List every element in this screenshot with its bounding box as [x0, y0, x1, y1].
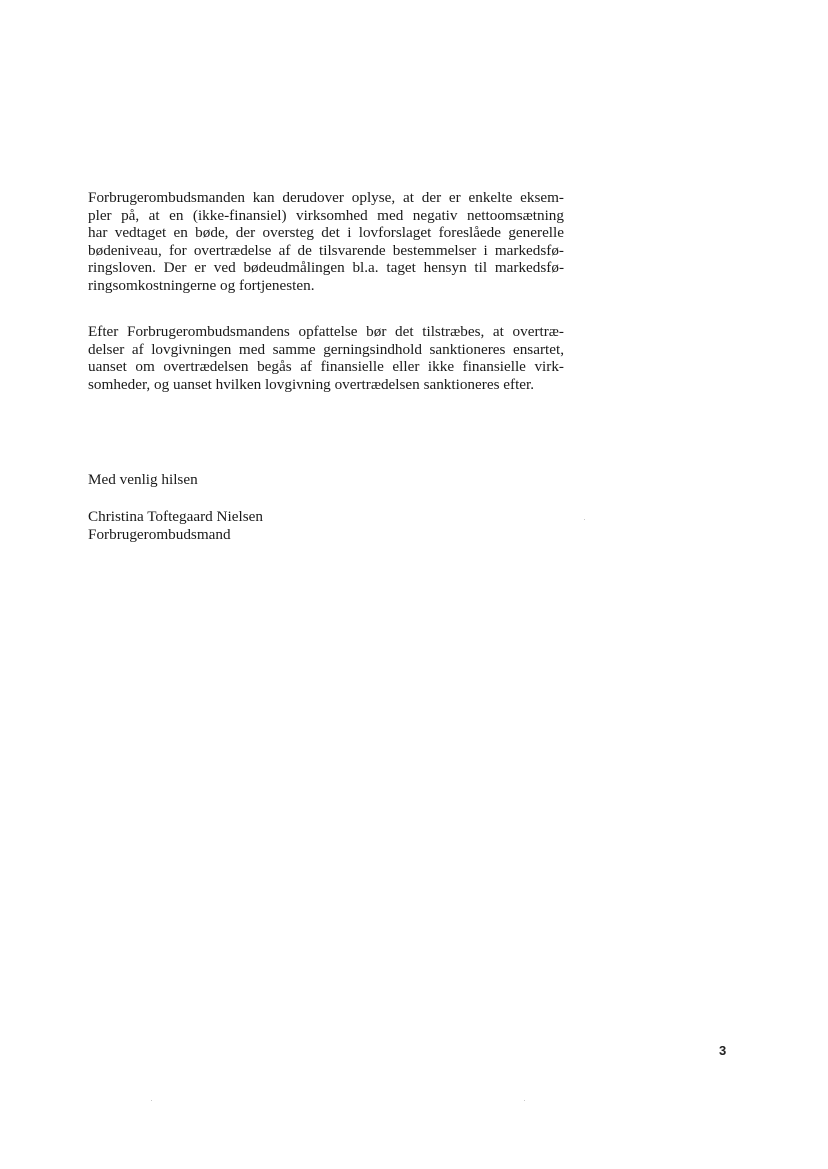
scan-speck [524, 1100, 525, 1101]
paragraph-line: Forbrugerombudsmanden kan derudover oplyse, at der er enkelte eksem- [88, 189, 564, 206]
paragraph-line: ringsomkostningerne og fortjenesten. [88, 276, 315, 294]
paragraph-uniform-sanctions [88, 323, 564, 393]
paragraph-line: Efter Forbrugerombudsmandens opfattelse bør det tilstræbes, at overtræ- [88, 323, 564, 340]
paragraph-line: delser af lovgivningen med samme gerningsindhold sanktioneres ensartet, [88, 340, 564, 358]
paragraph-line: pler på, at en (ikke-finansiel) virksomhed med negativ nettoomsætning [88, 206, 564, 224]
paragraph-line: uanset om overtrædelsen begås af finansielle eller ikke finansielle virk- [88, 358, 564, 376]
signatory-name: Christina Toftegaard Nielsen [88, 508, 263, 525]
paragraph-consumer-ombudsman-fines [88, 189, 564, 295]
paragraph-line: somheder, og uanset hvilken lovgivning overtrædelsen sanktioneres efter. [88, 375, 535, 393]
signature-block [88, 508, 263, 544]
paragraph-line: ringsloven. Der er ved bødeudmålingen bl.a. taget hensyn til markedsfø- [88, 259, 564, 277]
paragraph-line: har vedtaget en bøde, der oversteg det i lovforslaget foreslåede generelle [88, 224, 564, 242]
page-number: 3 [719, 1043, 727, 1058]
signatory-title: Forbrugerombudsmand [88, 526, 231, 543]
closing-salutation: Med venlig hilsen [88, 471, 198, 488]
scan-speck [151, 1100, 152, 1101]
paragraph-line: bødeniveau, for overtrædelse af de tilsvarende bestemmelser i markedsfø- [88, 241, 564, 259]
scan-speck [584, 519, 585, 520]
